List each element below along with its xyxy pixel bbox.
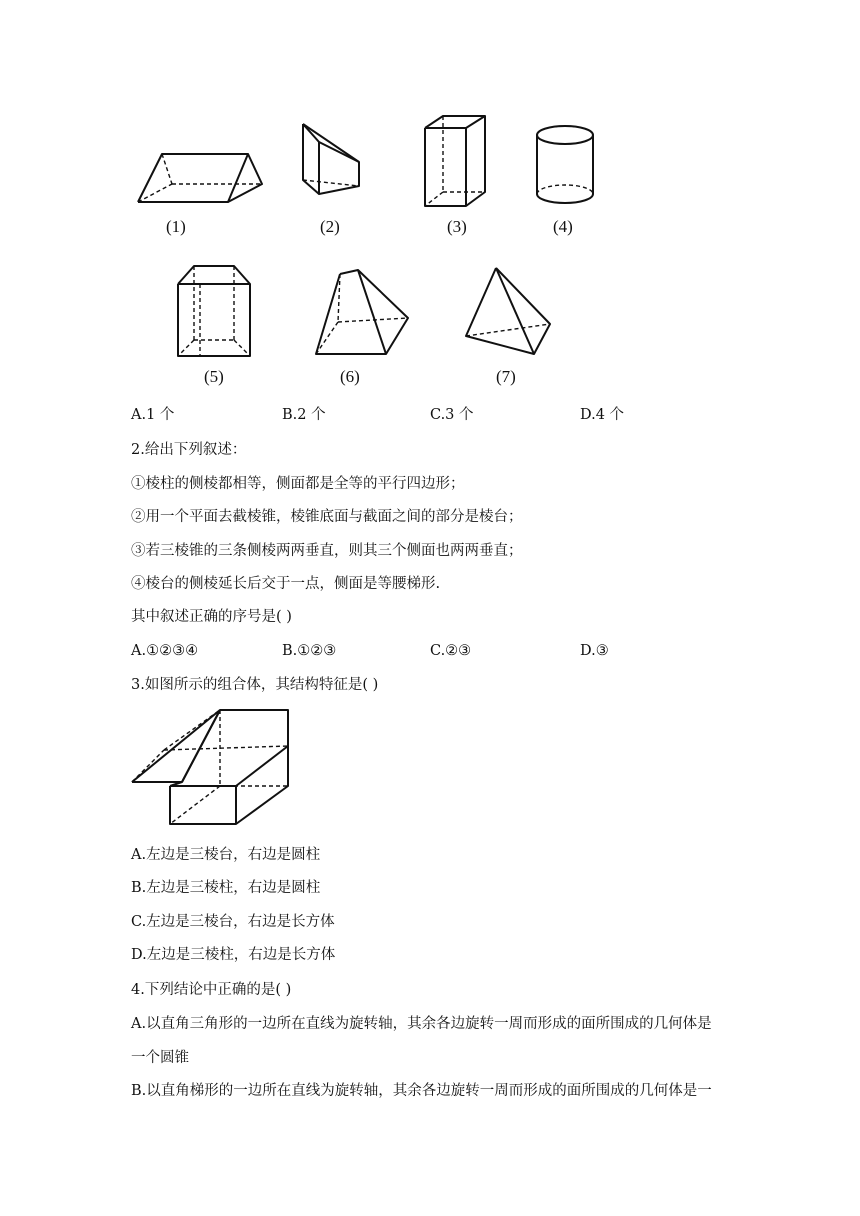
- q3-option-a: A.左边是三棱台，右边是圆柱: [131, 847, 321, 863]
- figure-label: (2): [320, 217, 340, 236]
- q2-stem: 2.给出下列叙述：: [131, 442, 247, 458]
- figure-label: (7): [496, 367, 516, 386]
- figure-7-tetrahedron: [462, 264, 554, 358]
- q2-option-d: D.③: [580, 643, 609, 659]
- q2-item: ③若三棱锥的三条侧棱两两垂直，则其三个侧面也两两垂直；: [131, 543, 523, 559]
- q2-item: ②用一个平面去截棱锥，棱锥底面与截面之间的部分是棱台；: [131, 509, 523, 525]
- q3-option-b: B.左边是三棱柱，右边是圆柱: [131, 880, 321, 896]
- q4-option-b-line1: B.以直角梯形的一边所在直线为旋转轴，其余各边旋转一周而形成的面所围成的几何体是一: [131, 1083, 712, 1099]
- q3-stem: 3.如图所示的组合体，其结构特征是( ): [131, 677, 379, 693]
- q3-option-d: D.左边是三棱柱，右边是长方体: [131, 947, 336, 963]
- q4-stem: 4.下列结论中正确的是( ): [131, 982, 292, 998]
- q2-item: ①棱柱的侧棱都相等，侧面都是全等的平行四边形；: [131, 476, 465, 492]
- q1-option-c: C.3 个: [430, 407, 474, 423]
- q1-option-d: D.4 个: [580, 407, 625, 423]
- figure-label: (5): [204, 367, 224, 386]
- q2-item: ④棱台的侧棱延长后交于一点，侧面是等腰梯形.: [131, 576, 441, 592]
- q1-option-a: A.1 个: [131, 407, 175, 423]
- figure-5-solid: [170, 262, 260, 362]
- q2-option-b: B.①②③: [282, 643, 337, 659]
- q2-option-a: A.①②③④: [131, 643, 199, 659]
- q2-option-c: C.②③: [430, 643, 472, 659]
- figure-4-cylinder: [532, 122, 598, 208]
- q4-option-a-line2: 一个圆锥: [131, 1050, 189, 1066]
- figure-2-frustum: [295, 118, 370, 198]
- q1-option-b: B.2 个: [282, 407, 326, 423]
- figure-3-cuboid: [420, 112, 490, 212]
- q3-figure-combination-solid: [128, 706, 293, 830]
- q3-option-c: C.左边是三棱台，右边是长方体: [131, 914, 335, 930]
- figure-label: (4): [553, 217, 573, 236]
- q2-question: 其中叙述正确的序号是( ): [131, 609, 292, 625]
- figure-6-frustum: [310, 266, 416, 358]
- figure-label: (1): [166, 217, 186, 236]
- figure-1-prism: [130, 140, 270, 210]
- q4-option-a-line1: A.以直角三角形的一边所在直线为旋转轴，其余各边旋转一周而形成的面所围成的几何体是: [131, 1016, 712, 1032]
- figure-label: (6): [340, 367, 360, 386]
- figure-label: (3): [447, 217, 467, 236]
